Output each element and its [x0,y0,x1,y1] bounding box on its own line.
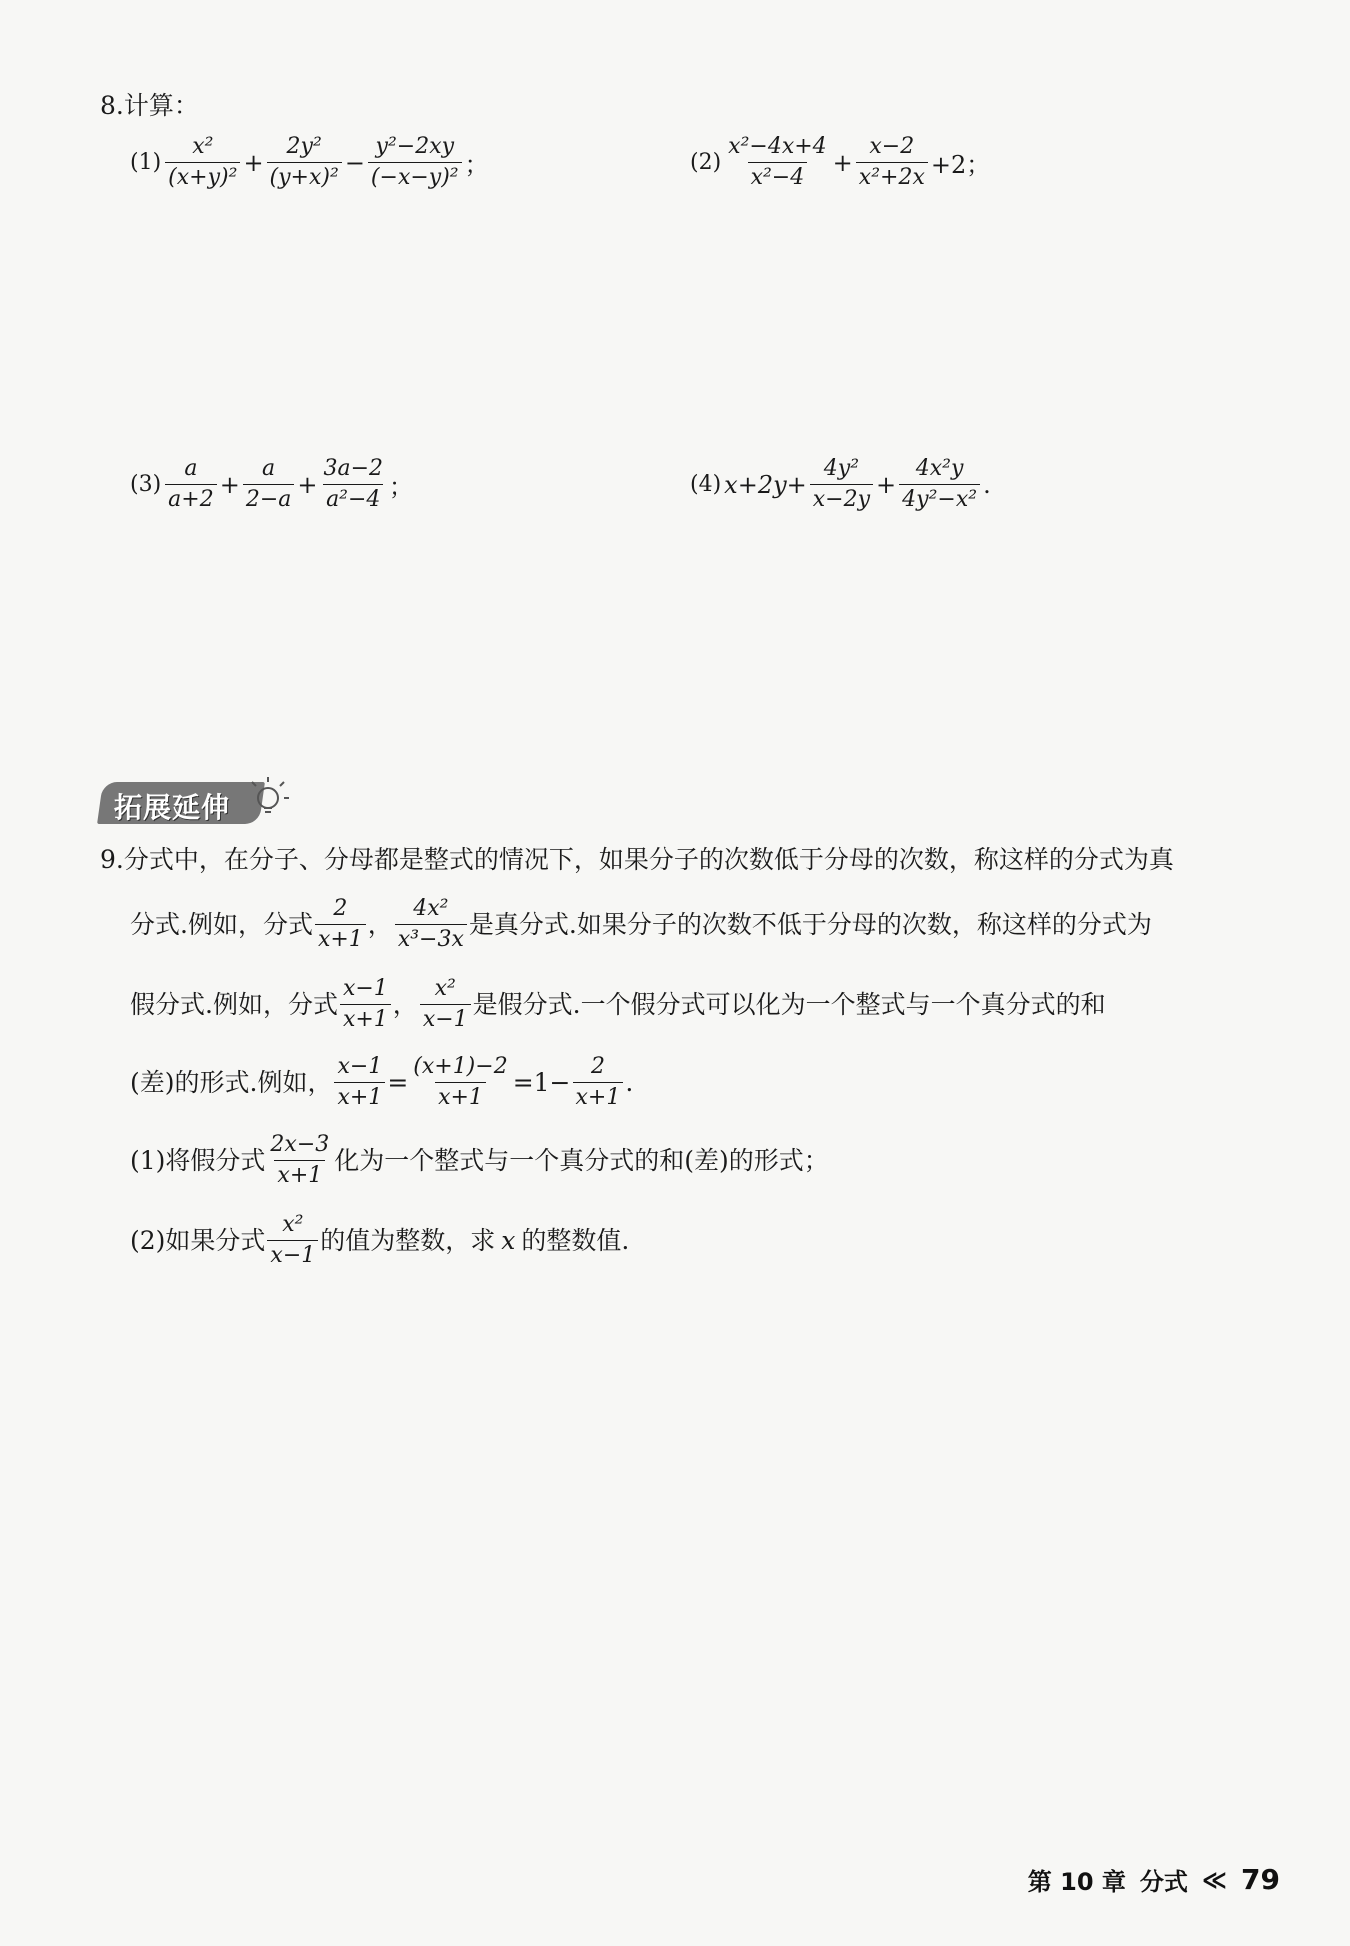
variable: x [501,1225,516,1255]
operator: + [832,148,853,177]
denominator: x−1 [267,1240,318,1269]
fraction [243,456,295,513]
lead-terms: x+2y+ [724,470,807,499]
punctuation: . [983,470,991,499]
denominator: x+1 [435,1082,486,1111]
fraction [810,456,873,513]
punctuation: ； [389,473,414,501]
denominator: 2−a [243,484,295,513]
numerator: 4y² [823,456,860,481]
denominator: a+2 [165,484,217,513]
fraction [395,896,467,953]
numerator: 4x² [413,896,449,921]
fraction [856,134,928,191]
denominator: x+1 [274,1160,325,1189]
fraction [320,456,386,513]
operator: + [297,470,318,499]
numerator: 4x²y [915,456,964,481]
q9-line4 [130,1054,633,1111]
fraction [334,1054,385,1111]
fraction [165,134,240,191]
fraction [267,1132,332,1189]
denominator: x−2y [810,484,873,513]
chapter-label: 第 10 章 [1027,1868,1126,1896]
denominator: a²−4 [323,484,383,513]
numerator: x−1 [342,976,388,1001]
double-arrow-icon: ≪ [1201,1865,1228,1894]
q9-line3 [130,976,1106,1033]
denominator: x+1 [340,1004,391,1033]
denominator: 4y²−x² [899,484,980,513]
page-number: 79 [1241,1863,1280,1896]
operator: + [876,470,897,499]
fraction [899,456,980,513]
punctuation: ； [464,151,489,179]
numerator: x² [192,134,214,159]
tail-term: +2； [930,151,991,179]
numerator: (x+1)−2 [413,1054,508,1079]
fraction [368,134,462,191]
numerator: 2 [333,896,348,921]
numerator: 3a−2 [323,456,384,481]
fraction [420,976,471,1033]
part-label: (3) [130,472,162,497]
text: 是真分式.如果分子的次数不低于分母的次数，称这样的分式为 [468,909,1152,939]
denominator: x²−4 [748,162,808,191]
numerator: x² [282,1212,304,1237]
fraction [315,896,366,953]
text: 化为一个整式与一个真分式的和(差)的形式； [334,1145,829,1175]
operator: − [344,148,365,177]
operator: + [219,470,240,499]
numerator: x² [434,976,456,1001]
denominator: x+1 [315,924,366,953]
section-banner [100,774,280,830]
denominator: x²+2x [856,162,928,191]
numerator: 2y² [286,134,322,159]
text: 9.分式中，在分子、分母都是整式的情况下，如果分子的次数低于分母的次数，称这样的分式为真 [100,845,1174,874]
denominator: x+1 [334,1082,385,1111]
numerator: a [262,456,276,481]
text: ， [367,909,393,939]
q8-part4 [690,456,992,513]
text: 的值为整数，求 [320,1225,496,1255]
q9-line1 [100,845,1174,875]
fraction [267,134,342,191]
text: ， [392,989,418,1019]
text: (差)的形式.例如， [130,1067,333,1097]
q8-part3 [130,456,414,513]
denominator: (y+x)² [267,162,342,191]
equals: =1− [512,1067,571,1097]
numerator: a [184,456,198,481]
fraction [267,1212,318,1269]
numerator: x−2 [869,134,915,159]
numerator: y²−2xy [375,134,455,159]
text: 分式.例如，分式 [130,909,313,939]
text: (1)将假分式 [130,1145,266,1175]
q8-part1 [130,134,490,191]
part-label: (1) [130,150,162,175]
numerator: 2x−3 [270,1132,330,1157]
fraction [573,1054,624,1111]
equals: = [387,1067,409,1097]
text: 的整数值. [521,1225,630,1255]
part-label: (2) [690,150,722,175]
q9-line2 [130,896,1152,953]
numerator: 2 [590,1054,605,1079]
q8-title: 8.计算： [100,91,199,120]
denominator: (x+y)² [165,162,240,191]
fraction [725,134,830,191]
q9-sub2 [130,1212,629,1269]
fraction [165,456,217,513]
denominator: x+1 [573,1082,624,1111]
numerator: x−1 [337,1054,383,1079]
q9-sub1 [130,1132,829,1189]
fraction [410,1054,510,1111]
text: 假分式.例如，分式 [130,989,338,1019]
denominator: x−1 [420,1004,471,1033]
lightbulb-icon [250,774,290,818]
part-label: (4) [690,472,722,497]
punctuation: . [625,1067,634,1097]
topic-label: 分式 [1139,1868,1188,1896]
q8-part2 [690,134,991,191]
page-footer [1028,1862,1280,1897]
operator: + [243,148,264,177]
text: (2)如果分式 [130,1225,266,1255]
text: 是假分式.一个假分式可以化为一个整式与一个真分式的和 [472,989,1106,1019]
numerator: x²−4x+4 [728,134,827,159]
fraction [340,976,391,1033]
denominator: x³−3x [395,924,467,953]
denominator: (−x−y)² [368,162,462,191]
section-title: 拓展延伸 [114,791,231,824]
